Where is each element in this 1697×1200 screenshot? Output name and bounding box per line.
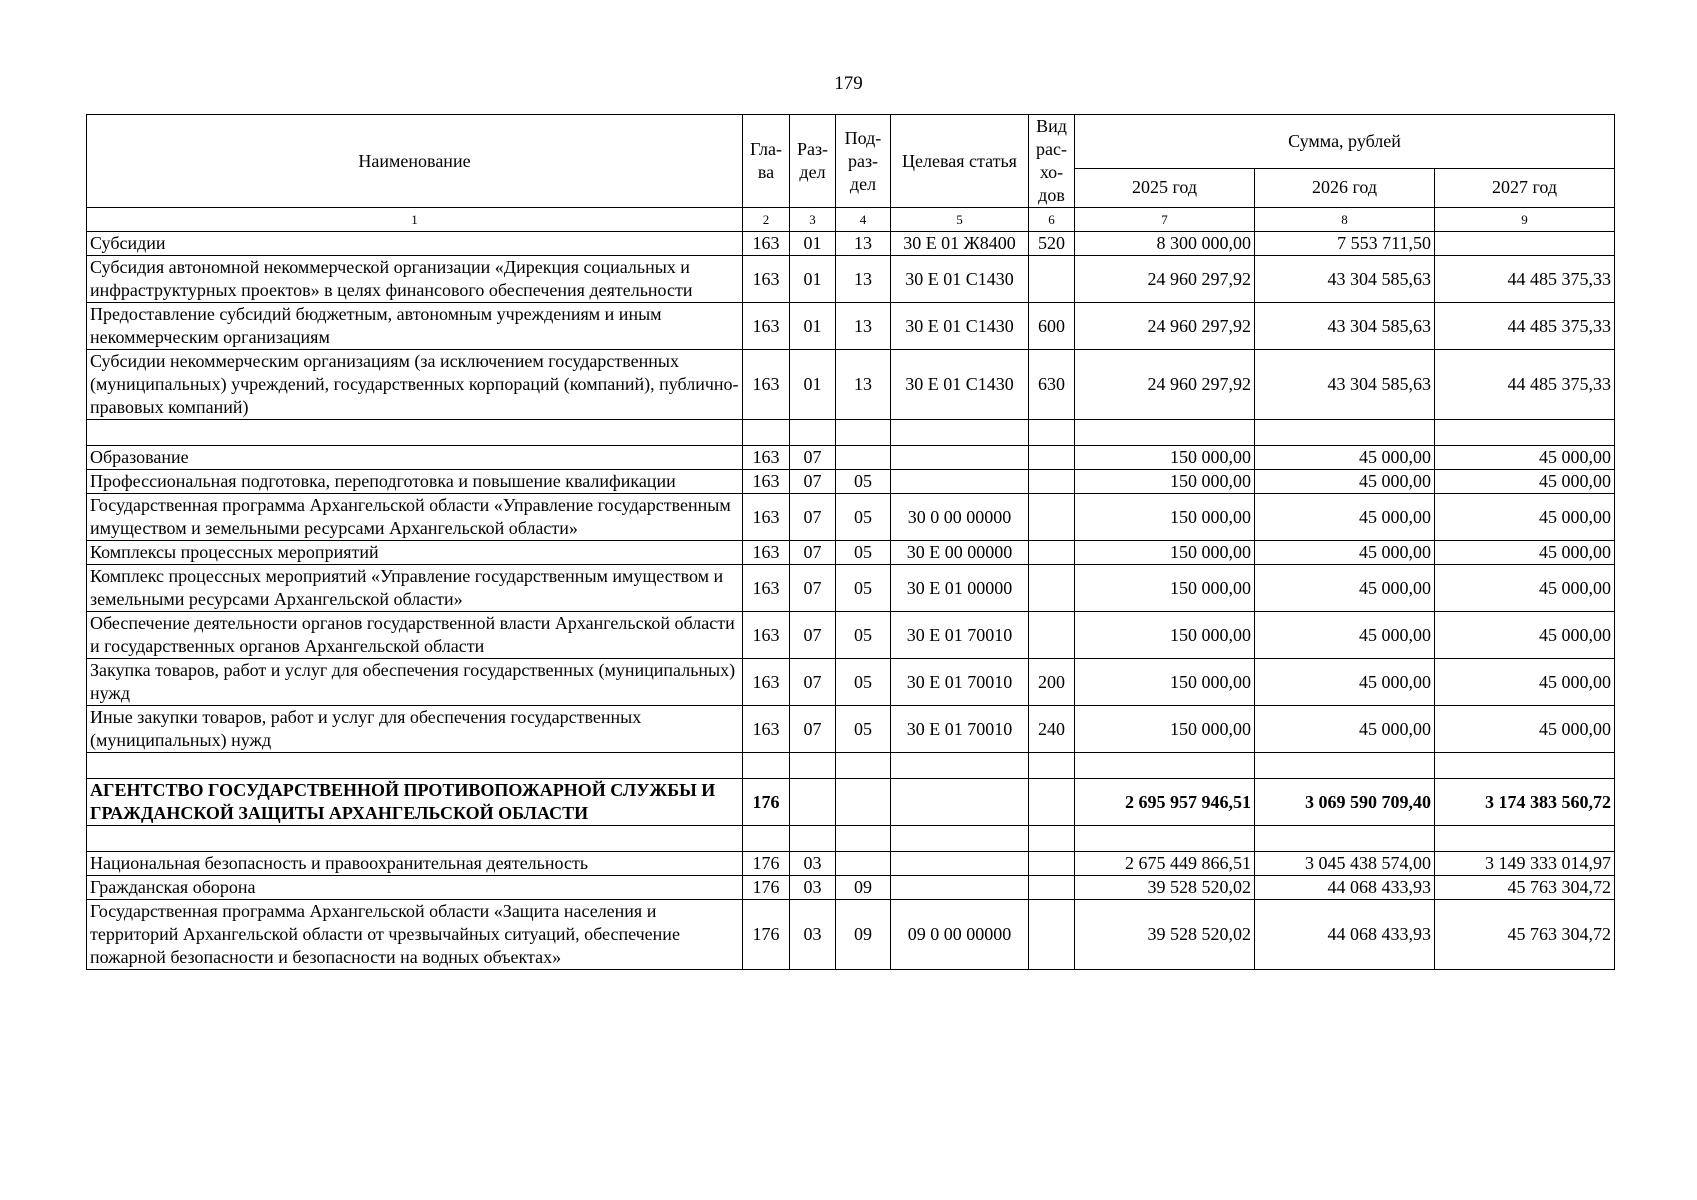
cell-target: 09 0 00 00000 bbox=[891, 900, 1029, 970]
cell-vid bbox=[1029, 565, 1075, 612]
cell-sum-2027: 45 763 304,72 bbox=[1435, 900, 1615, 970]
cell-podrazdel: 05 bbox=[836, 494, 891, 541]
cell-name bbox=[87, 753, 743, 779]
cell-sum-2026: 45 000,00 bbox=[1255, 565, 1435, 612]
cell-sum-2026 bbox=[1255, 753, 1435, 779]
table-row bbox=[87, 565, 1615, 612]
cell-vid bbox=[1029, 256, 1075, 303]
header-vid: Вид рас-хо-дов bbox=[1029, 115, 1075, 208]
cell-sum-2026 bbox=[1255, 420, 1435, 446]
table-row bbox=[87, 350, 1615, 420]
cell-razdel: 07 bbox=[790, 541, 836, 565]
column-number: 5 bbox=[891, 208, 1029, 232]
cell-podrazdel: 05 bbox=[836, 612, 891, 659]
cell-target bbox=[891, 470, 1029, 494]
table-row bbox=[87, 541, 1615, 565]
cell-name: Иные закупки товаров, работ и услуг для обеспечения государственных (муниципальных) нужд bbox=[87, 706, 743, 753]
cell-razdel: 01 bbox=[790, 350, 836, 420]
column-number: 6 bbox=[1029, 208, 1075, 232]
cell-glava bbox=[743, 420, 790, 446]
cell-glava: 163 bbox=[743, 232, 790, 256]
cell-name: Государственная программа Архангельской области «Защита населения и территорий Архангельской области от чрезвычайных ситуаций, обеспечение пожарной безопасности и безопасности на водных объектах» bbox=[87, 900, 743, 970]
table-row bbox=[87, 706, 1615, 753]
cell-glava: 163 bbox=[743, 350, 790, 420]
cell-razdel: 07 bbox=[790, 565, 836, 612]
cell-glava: 163 bbox=[743, 256, 790, 303]
cell-glava: 163 bbox=[743, 659, 790, 706]
cell-glava bbox=[743, 826, 790, 852]
cell-sum-2027: 44 485 375,33 bbox=[1435, 256, 1615, 303]
cell-name: Гражданская оборона bbox=[87, 876, 743, 900]
table-row bbox=[87, 303, 1615, 350]
cell-vid bbox=[1029, 876, 1075, 900]
cell-sum-2025: 150 000,00 bbox=[1075, 706, 1255, 753]
cell-sum-2025 bbox=[1075, 753, 1255, 779]
cell-vid bbox=[1029, 826, 1075, 852]
cell-sum-2025: 150 000,00 bbox=[1075, 494, 1255, 541]
table-row bbox=[87, 852, 1615, 876]
cell-target bbox=[891, 753, 1029, 779]
cell-sum-2026: 44 068 433,93 bbox=[1255, 876, 1435, 900]
cell-razdel: 03 bbox=[790, 852, 836, 876]
cell-sum-2026: 45 000,00 bbox=[1255, 494, 1435, 541]
cell-target: 30 Е 01 70010 bbox=[891, 706, 1029, 753]
cell-sum-2025: 24 960 297,92 bbox=[1075, 256, 1255, 303]
cell-razdel bbox=[790, 826, 836, 852]
cell-razdel: 07 bbox=[790, 494, 836, 541]
cell-vid bbox=[1029, 852, 1075, 876]
cell-sum-2025: 24 960 297,92 bbox=[1075, 303, 1255, 350]
cell-sum-2027: 45 000,00 bbox=[1435, 565, 1615, 612]
cell-target bbox=[891, 779, 1029, 826]
cell-sum-2027: 45 000,00 bbox=[1435, 541, 1615, 565]
column-number: 2 bbox=[743, 208, 790, 232]
cell-target: 30 Е 00 00000 bbox=[891, 541, 1029, 565]
cell-sum-2026: 45 000,00 bbox=[1255, 541, 1435, 565]
cell-vid bbox=[1029, 753, 1075, 779]
cell-target: 30 Е 01 Ж8400 bbox=[891, 232, 1029, 256]
column-number: 4 bbox=[836, 208, 891, 232]
cell-target: 30 Е 01 00000 bbox=[891, 565, 1029, 612]
table-row bbox=[87, 876, 1615, 900]
cell-target bbox=[891, 876, 1029, 900]
cell-vid: 600 bbox=[1029, 303, 1075, 350]
cell-name: Субсидии некоммерческим организациям (за исключением государственных (муниципальных) учреждений, государственных корпораций (компаний), публично-правовых компаний) bbox=[87, 350, 743, 420]
cell-sum-2027 bbox=[1435, 753, 1615, 779]
cell-razdel bbox=[790, 779, 836, 826]
cell-sum-2027: 45 000,00 bbox=[1435, 612, 1615, 659]
cell-glava: 176 bbox=[743, 900, 790, 970]
header-razdel: Раз-дел bbox=[790, 115, 836, 208]
column-number: 3 bbox=[790, 208, 836, 232]
cell-glava: 163 bbox=[743, 565, 790, 612]
cell-sum-2026: 45 000,00 bbox=[1255, 470, 1435, 494]
empty-row bbox=[87, 753, 1615, 779]
header-glava: Гла-ва bbox=[743, 115, 790, 208]
cell-podrazdel: 13 bbox=[836, 303, 891, 350]
cell-name: Национальная безопасность и правоохранительная деятельность bbox=[87, 852, 743, 876]
cell-sum-2025: 24 960 297,92 bbox=[1075, 350, 1255, 420]
cell-sum-2025: 2 675 449 866,51 bbox=[1075, 852, 1255, 876]
cell-sum-2025 bbox=[1075, 826, 1255, 852]
cell-razdel: 07 bbox=[790, 659, 836, 706]
cell-vid bbox=[1029, 612, 1075, 659]
cell-name bbox=[87, 420, 743, 446]
cell-name: Комплекс процессных мероприятий «Управление государственным имуществом и земельными ресурсами Архангельской области» bbox=[87, 565, 743, 612]
header-2027: 2027 год bbox=[1435, 168, 1615, 207]
cell-sum-2027 bbox=[1435, 826, 1615, 852]
cell-sum-2027: 45 763 304,72 bbox=[1435, 876, 1615, 900]
cell-target bbox=[891, 826, 1029, 852]
cell-name: Субсидия автономной некоммерческой организации «Дирекция социальных и инфраструктурных проектов» в целях финансового обеспечения деятельности bbox=[87, 256, 743, 303]
cell-sum-2025: 39 528 520,02 bbox=[1075, 900, 1255, 970]
cell-sum-2027: 45 000,00 bbox=[1435, 446, 1615, 470]
cell-razdel: 07 bbox=[790, 470, 836, 494]
cell-target bbox=[891, 446, 1029, 470]
cell-podrazdel bbox=[836, 779, 891, 826]
cell-name: Обеспечение деятельности органов государственной власти Архангельской области и государственных органов Архангельской области bbox=[87, 612, 743, 659]
cell-glava: 163 bbox=[743, 303, 790, 350]
cell-vid bbox=[1029, 779, 1075, 826]
cell-glava: 176 bbox=[743, 779, 790, 826]
table-row bbox=[87, 659, 1615, 706]
table-body bbox=[87, 232, 1615, 970]
cell-glava: 163 bbox=[743, 612, 790, 659]
cell-razdel: 03 bbox=[790, 900, 836, 970]
cell-sum-2027: 45 000,00 bbox=[1435, 494, 1615, 541]
cell-glava: 163 bbox=[743, 470, 790, 494]
cell-vid bbox=[1029, 420, 1075, 446]
cell-podrazdel: 05 bbox=[836, 565, 891, 612]
column-numbers-row bbox=[87, 208, 1615, 232]
cell-sum-2025: 150 000,00 bbox=[1075, 659, 1255, 706]
cell-sum-2025: 39 528 520,02 bbox=[1075, 876, 1255, 900]
cell-name: Образование bbox=[87, 446, 743, 470]
cell-sum-2026: 43 304 585,63 bbox=[1255, 303, 1435, 350]
cell-podrazdel: 05 bbox=[836, 659, 891, 706]
cell-target bbox=[891, 852, 1029, 876]
table-row bbox=[87, 612, 1615, 659]
header-target: Целевая статья bbox=[891, 115, 1029, 208]
cell-sum-2027: 3 174 383 560,72 bbox=[1435, 779, 1615, 826]
table-row bbox=[87, 256, 1615, 303]
cell-name: Субсидии bbox=[87, 232, 743, 256]
cell-target bbox=[891, 420, 1029, 446]
cell-sum-2026: 3 069 590 709,40 bbox=[1255, 779, 1435, 826]
cell-sum-2027 bbox=[1435, 232, 1615, 256]
cell-sum-2026: 3 045 438 574,00 bbox=[1255, 852, 1435, 876]
cell-glava: 176 bbox=[743, 876, 790, 900]
cell-podrazdel bbox=[836, 420, 891, 446]
cell-podrazdel: 05 bbox=[836, 541, 891, 565]
cell-podrazdel bbox=[836, 826, 891, 852]
cell-razdel: 07 bbox=[790, 612, 836, 659]
cell-vid: 200 bbox=[1029, 659, 1075, 706]
cell-glava: 163 bbox=[743, 494, 790, 541]
cell-razdel bbox=[790, 420, 836, 446]
cell-sum-2025 bbox=[1075, 420, 1255, 446]
budget-table bbox=[86, 114, 1615, 970]
cell-podrazdel: 09 bbox=[836, 876, 891, 900]
cell-podrazdel bbox=[836, 753, 891, 779]
table-row bbox=[87, 470, 1615, 494]
cell-name bbox=[87, 826, 743, 852]
cell-razdel: 07 bbox=[790, 446, 836, 470]
cell-razdel: 01 bbox=[790, 232, 836, 256]
page-number: 179 bbox=[834, 73, 863, 94]
cell-sum-2026: 45 000,00 bbox=[1255, 706, 1435, 753]
cell-target: 30 Е 01 С1430 bbox=[891, 256, 1029, 303]
cell-vid bbox=[1029, 470, 1075, 494]
cell-sum-2027: 44 485 375,33 bbox=[1435, 350, 1615, 420]
cell-glava bbox=[743, 753, 790, 779]
cell-sum-2025: 2 695 957 946,51 bbox=[1075, 779, 1255, 826]
table-row bbox=[87, 494, 1615, 541]
cell-podrazdel: 05 bbox=[836, 470, 891, 494]
cell-sum-2025: 150 000,00 bbox=[1075, 565, 1255, 612]
cell-sum-2026: 7 553 711,50 bbox=[1255, 232, 1435, 256]
cell-name: Профессиональная подготовка, переподготовка и повышение квалификации bbox=[87, 470, 743, 494]
cell-target: 30 0 00 00000 bbox=[891, 494, 1029, 541]
cell-sum-2026: 45 000,00 bbox=[1255, 612, 1435, 659]
cell-podrazdel bbox=[836, 852, 891, 876]
table-header bbox=[87, 115, 1615, 232]
column-number: 1 bbox=[87, 208, 743, 232]
cell-sum-2026: 43 304 585,63 bbox=[1255, 256, 1435, 303]
cell-target: 30 Е 01 С1430 bbox=[891, 303, 1029, 350]
cell-podrazdel: 13 bbox=[836, 350, 891, 420]
column-number: 8 bbox=[1255, 208, 1435, 232]
cell-razdel: 07 bbox=[790, 706, 836, 753]
cell-vid bbox=[1029, 494, 1075, 541]
header-sum: Сумма, рублей bbox=[1075, 115, 1615, 169]
cell-glava: 163 bbox=[743, 541, 790, 565]
column-number: 9 bbox=[1435, 208, 1615, 232]
cell-razdel: 03 bbox=[790, 876, 836, 900]
header-2025: 2025 год bbox=[1075, 168, 1255, 207]
empty-row bbox=[87, 826, 1615, 852]
cell-vid bbox=[1029, 541, 1075, 565]
header-podrazdel: Под-раз-дел bbox=[836, 115, 891, 208]
cell-podrazdel: 09 bbox=[836, 900, 891, 970]
cell-razdel: 01 bbox=[790, 256, 836, 303]
cell-sum-2026 bbox=[1255, 826, 1435, 852]
cell-name: АГЕНТСТВО ГОСУДАРСТВЕННОЙ ПРОТИВОПОЖАРНОЙ СЛУЖБЫ И ГРАЖДАНСКОЙ ЗАЩИТЫ АРХАНГЕЛЬСКОЙ ОБЛАСТИ bbox=[87, 779, 743, 826]
cell-sum-2027: 45 000,00 bbox=[1435, 706, 1615, 753]
cell-sum-2026: 45 000,00 bbox=[1255, 446, 1435, 470]
cell-name: Предоставление субсидий бюджетным, автономным учреждениям и иным некоммерческим организациям bbox=[87, 303, 743, 350]
cell-razdel bbox=[790, 753, 836, 779]
cell-target: 30 Е 01 С1430 bbox=[891, 350, 1029, 420]
cell-sum-2025: 150 000,00 bbox=[1075, 446, 1255, 470]
empty-row bbox=[87, 420, 1615, 446]
cell-glava: 176 bbox=[743, 852, 790, 876]
cell-sum-2027 bbox=[1435, 420, 1615, 446]
cell-glava: 163 bbox=[743, 446, 790, 470]
cell-podrazdel bbox=[836, 446, 891, 470]
cell-name: Комплексы процессных мероприятий bbox=[87, 541, 743, 565]
header-name: Наименование bbox=[87, 115, 743, 208]
cell-sum-2025: 150 000,00 bbox=[1075, 470, 1255, 494]
table-row bbox=[87, 779, 1615, 826]
cell-sum-2026: 44 068 433,93 bbox=[1255, 900, 1435, 970]
table-row bbox=[87, 232, 1615, 256]
table-row bbox=[87, 446, 1615, 470]
cell-podrazdel: 05 bbox=[836, 706, 891, 753]
table-row bbox=[87, 900, 1615, 970]
cell-vid bbox=[1029, 900, 1075, 970]
cell-vid bbox=[1029, 446, 1075, 470]
cell-target: 30 Е 01 70010 bbox=[891, 612, 1029, 659]
cell-sum-2026: 45 000,00 bbox=[1255, 659, 1435, 706]
cell-name: Закупка товаров, работ и услуг для обеспечения государственных (муниципальных) нужд bbox=[87, 659, 743, 706]
cell-sum-2025: 150 000,00 bbox=[1075, 541, 1255, 565]
cell-sum-2026: 43 304 585,63 bbox=[1255, 350, 1435, 420]
cell-sum-2027: 45 000,00 bbox=[1435, 470, 1615, 494]
cell-vid: 630 bbox=[1029, 350, 1075, 420]
cell-sum-2027: 45 000,00 bbox=[1435, 659, 1615, 706]
cell-vid: 520 bbox=[1029, 232, 1075, 256]
column-number: 7 bbox=[1075, 208, 1255, 232]
cell-razdel: 01 bbox=[790, 303, 836, 350]
cell-vid: 240 bbox=[1029, 706, 1075, 753]
cell-target: 30 Е 01 70010 bbox=[891, 659, 1029, 706]
cell-podrazdel: 13 bbox=[836, 256, 891, 303]
cell-sum-2025: 150 000,00 bbox=[1075, 612, 1255, 659]
cell-name: Государственная программа Архангельской области «Управление государственным имуществом и земельными ресурсами Архангельской области» bbox=[87, 494, 743, 541]
cell-sum-2025: 8 300 000,00 bbox=[1075, 232, 1255, 256]
header-2026: 2026 год bbox=[1255, 168, 1435, 207]
cell-sum-2027: 44 485 375,33 bbox=[1435, 303, 1615, 350]
cell-sum-2027: 3 149 333 014,97 bbox=[1435, 852, 1615, 876]
cell-glava: 163 bbox=[743, 706, 790, 753]
cell-podrazdel: 13 bbox=[836, 232, 891, 256]
